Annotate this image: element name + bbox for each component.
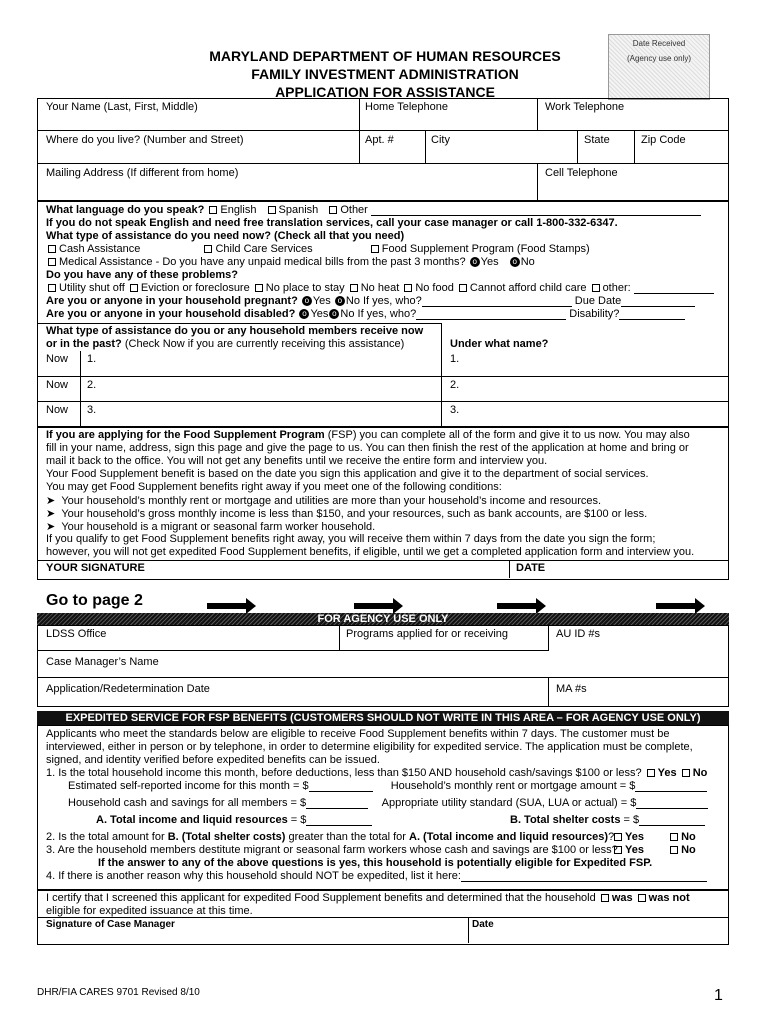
- disabled-no: No: [340, 308, 355, 320]
- pregnant-yes-icon[interactable]: o: [302, 296, 312, 306]
- now-row-2[interactable]: Now: [46, 379, 69, 391]
- language-question: What language do you speak?: [46, 204, 205, 216]
- stamp-line2: (Agency use only): [626, 54, 692, 63]
- exp-intro-1: Applicants who meet the standards below are eligible to receive Food Supplement benefits within 7 days. The customer must be: [46, 728, 670, 740]
- fsp-checkbox[interactable]: [371, 245, 379, 253]
- app-date-field[interactable]: Application/Redetermination Date: [46, 683, 210, 695]
- childcare-afford-label: Cannot afford child care: [469, 282, 587, 294]
- row-2-name: 2.: [450, 379, 460, 391]
- spanish-checkbox[interactable]: [268, 206, 276, 214]
- disabled-no-icon[interactable]: o: [329, 309, 339, 319]
- exp-q4: 4. If there is another reason why this household should NOT be expedited, list it here:: [46, 870, 461, 882]
- pregnant-who-line[interactable]: [422, 306, 572, 307]
- row-3-number: 3.: [87, 404, 97, 416]
- pregnant-question: Are you or anyone in your household pregnant?: [46, 295, 298, 307]
- q2-part-b: B. (Total shelter costs): [167, 831, 286, 843]
- total-a-label: A. Total income and liquid resources: [96, 814, 288, 826]
- no-heat-label: No heat: [360, 282, 400, 294]
- cash-savings-label: Household cash and savings for all members = $: [68, 797, 307, 809]
- arrow-right-icon: [497, 603, 537, 609]
- arrow-right-icon: [354, 603, 394, 609]
- q2-part-c: greater than the total for: [288, 831, 406, 843]
- condition-2: Your household’s gross monthly income is less than $150, and your resources, such as bank accounts, are $100 or less.: [61, 508, 648, 520]
- date-field[interactable]: DATE: [516, 562, 546, 574]
- home-phone-field[interactable]: Home Telephone: [365, 101, 448, 113]
- q3-yes: Yes: [625, 844, 644, 856]
- translation-note: If you do not speak English and need free translation services, call your case manager or call 1-800-332-6347.: [46, 217, 618, 229]
- q2-no: No: [681, 831, 696, 843]
- apt-field[interactable]: Apt. #: [365, 134, 394, 146]
- medical-yes: Yes: [480, 256, 499, 268]
- cash-savings-line[interactable]: [306, 808, 368, 809]
- disabled-who: If yes, who?: [357, 308, 417, 320]
- contact-table: [37, 98, 729, 202]
- utility-label: Utility shut off: [59, 282, 125, 294]
- other-language-label: Other: [340, 204, 368, 216]
- english-label: English: [220, 204, 257, 216]
- childcare-checkbox[interactable]: [204, 245, 212, 253]
- medical-label: Medical Assistance - Do you have any unpaid medical bills from the past 3 months?: [59, 256, 466, 268]
- spanish-label: Spanish: [278, 204, 319, 216]
- no-place-checkbox[interactable]: [255, 284, 263, 292]
- arrow-right-icon: [207, 603, 247, 609]
- row-2-number: 2.: [87, 379, 97, 391]
- row-3-name: 3.: [450, 404, 460, 416]
- page-number: 1: [714, 987, 723, 1004]
- childcare-label: Child Care Services: [215, 243, 313, 255]
- q2-part-a: 2. Is the total amount for: [46, 831, 165, 843]
- mailing-field[interactable]: Mailing Address (If different from home): [46, 167, 239, 179]
- row-1-name: 1.: [450, 353, 460, 365]
- disabled-question: Are you or anyone in your household disabled?: [46, 308, 296, 320]
- case-manager-field[interactable]: Case Manager’s Name: [46, 656, 159, 668]
- q3-yes-checkbox[interactable]: [614, 846, 622, 854]
- pregnant-yes: Yes: [312, 295, 331, 307]
- received-question-2b: or in the past?: [46, 338, 122, 350]
- total-a-eq: = $: [290, 814, 307, 826]
- fsp-label: Food Supplement Program (Food Stamps): [381, 243, 590, 255]
- now-row-3[interactable]: Now: [46, 404, 69, 416]
- stamp-line1: Date Received: [632, 39, 686, 48]
- was-checkbox[interactable]: [601, 894, 609, 902]
- disability-label: Disability?: [569, 308, 620, 320]
- header-line1: MARYLAND DEPARTMENT OF HUMAN RESOURCES: [209, 48, 561, 64]
- est-income-line[interactable]: [309, 791, 373, 792]
- received-question: What type of assistance do you or any household members receive now: [46, 325, 424, 337]
- rent-line[interactable]: [635, 791, 707, 792]
- page-title: APPLICATION FOR ASSISTANCE: [275, 84, 495, 100]
- utility-line[interactable]: [636, 808, 708, 809]
- fsp-line4: Your Food Supplement benefit is based on the date you sign this application and give it to the department of social services.: [46, 468, 649, 480]
- was-not-label: was not: [648, 892, 690, 904]
- pregnant-no-icon[interactable]: o: [335, 296, 345, 306]
- agency-title: FOR AGENCY USE ONLY: [37, 613, 729, 625]
- name-field[interactable]: Your Name (Last, First, Middle): [46, 101, 198, 113]
- yes-radio-icon[interactable]: o: [470, 257, 480, 267]
- was-label: was: [611, 892, 633, 904]
- disabled-yes-icon[interactable]: o: [299, 309, 309, 319]
- header-line2: FAMILY INVESTMENT ADMINISTRATION: [251, 66, 519, 82]
- street-field[interactable]: Where do you live? (Number and Street): [46, 134, 244, 146]
- case-manager-date[interactable]: Date: [472, 919, 494, 930]
- arrow-bullet-icon: ➤: [46, 495, 56, 507]
- other-language-line[interactable]: [371, 215, 701, 216]
- eligible-text: eligible for expedited issuance at this time.: [46, 905, 253, 917]
- row-1-number: 1.: [87, 353, 97, 365]
- disabled-who-line[interactable]: [416, 319, 566, 320]
- q2-yes-checkbox[interactable]: [614, 833, 622, 841]
- city-field[interactable]: City: [431, 134, 450, 146]
- exp-q3: 3. Are the household members destitute migrant or seasonal farm workers whose cash and savings are $100 or less?: [46, 844, 618, 856]
- exp-q1: 1. Is the total household income this month, before deductions, less than $150 AND household cash/savings $100 or less?: [46, 767, 642, 779]
- arrow-right-icon: [656, 603, 696, 609]
- under-name-label: Under what name?: [450, 338, 549, 350]
- rent-label: Household’s monthly rent or mortgage amount = $: [390, 780, 636, 792]
- fsp-line1: (FSP) you can complete all of the form and give it to us now. You may also: [327, 429, 690, 441]
- form-number: DHR/FIA CARES 9701 Revised 8/10: [37, 987, 200, 998]
- exp-intro-2: interviewed, either in person or by telephone, in order to determine eligibility for expedited service. The application must be complete,: [46, 741, 693, 753]
- q1-yes: Yes: [657, 767, 677, 779]
- q2-part-d: A. (Total income and liquid resources): [409, 831, 609, 843]
- other-problem-label: other:: [602, 282, 631, 294]
- arrow-bullet-icon: ➤: [46, 521, 56, 533]
- fsp-line2: fill in your name, address, sign this page and give the page to us. You can then finish the rest of the application at home and bring or: [46, 442, 689, 454]
- cell-phone-field[interactable]: Cell Telephone: [545, 167, 618, 179]
- other-problem-line[interactable]: [634, 293, 714, 294]
- utility-checkbox[interactable]: [48, 284, 56, 292]
- zip-field[interactable]: Zip Code: [641, 134, 686, 146]
- english-checkbox[interactable]: [209, 206, 217, 214]
- q1-yes-checkbox[interactable]: [647, 769, 655, 777]
- childcare-afford-checkbox[interactable]: [459, 284, 467, 292]
- ma-field[interactable]: MA #s: [556, 683, 587, 695]
- medical-checkbox[interactable]: [48, 258, 56, 266]
- disabled-yes: Yes: [310, 308, 329, 320]
- received-question-2: (Check Now if you are currently receiving this assistance): [124, 338, 405, 350]
- no-place-label: No place to stay: [265, 282, 345, 294]
- no-food-label: No food: [415, 282, 454, 294]
- fsp-line6: If you qualify to get Food Supplement benefits right away, you will receive them within 7 days from the date you sign the form;: [46, 533, 656, 545]
- ldss-field[interactable]: LDSS Office: [46, 628, 107, 640]
- cash-label: Cash Assistance: [59, 243, 141, 255]
- expedited-title: EXPEDITED SERVICE FOR FSP BENEFITS (CUSTOMERS SHOULD NOT WRITE IN THIS AREA – FOR AGENCY USE ONLY): [37, 711, 729, 725]
- condition-1: Your household’s monthly rent or mortgage and utilities are more than your household’s income and resources.: [61, 495, 602, 507]
- fsp-bold: If you are applying for the Food Supplement Program: [46, 429, 325, 441]
- no-food-checkbox[interactable]: [404, 284, 412, 292]
- pregnant-no: No: [345, 295, 360, 307]
- assistance-question: What type of assistance do you need now? (Check all that you need): [46, 230, 405, 242]
- total-b-eq: = $: [623, 814, 640, 826]
- au-id-field[interactable]: AU ID #s: [556, 628, 601, 640]
- expedited-note: If the answer to any of the above questions is yes, this household is potentially eligible for Expedited FSP.: [98, 857, 653, 869]
- arrow-bullet-icon: ➤: [46, 508, 56, 520]
- cash-checkbox[interactable]: [48, 245, 56, 253]
- other-language-checkbox[interactable]: [329, 206, 337, 214]
- est-income-label: Estimated self-reported income for this month = $: [68, 780, 309, 792]
- total-b-line[interactable]: [639, 825, 705, 826]
- total-a-line[interactable]: [306, 825, 372, 826]
- q2-yes: Yes: [625, 831, 644, 843]
- condition-3: Your household is a migrant or seasonal farm worker household.: [61, 521, 376, 533]
- now-row-1[interactable]: Now: [46, 353, 69, 365]
- eviction-label: Eviction or foreclosure: [140, 282, 250, 294]
- q4-line[interactable]: [461, 881, 707, 882]
- due-date-label: Due Date: [574, 295, 622, 307]
- total-b-label: B. Total shelter costs: [510, 814, 621, 826]
- pregnant-who: If yes, who?: [363, 295, 422, 307]
- go-to-page-2[interactable]: Go to page 2: [46, 592, 143, 609]
- utility-label: Appropriate utility standard (SUA, LUA or actual) = $: [381, 797, 637, 809]
- case-manager-signature[interactable]: Signature of Case Manager: [46, 919, 175, 930]
- no-radio-icon[interactable]: o: [510, 257, 520, 267]
- no-heat-checkbox[interactable]: [350, 284, 358, 292]
- signature-field[interactable]: YOUR SIGNATURE: [46, 562, 145, 574]
- due-date-line[interactable]: [621, 306, 695, 307]
- work-phone-field[interactable]: Work Telephone: [545, 101, 625, 113]
- q1-no: No: [692, 767, 708, 779]
- fsp-line5: You may get Food Supplement benefits right away if you meet one of the following conditions:: [46, 481, 502, 493]
- fsp-line3: mail it back to the office. You will not get any benefits until we receive the entire form and interview you.: [46, 455, 548, 467]
- eviction-checkbox[interactable]: [130, 284, 138, 292]
- q3-no-checkbox[interactable]: [670, 846, 678, 854]
- state-field[interactable]: State: [584, 134, 610, 146]
- was-not-checkbox[interactable]: [638, 894, 646, 902]
- fsp-line7: however, you will not get expedited Food Supplement benefits, if eligible, until we get a completed application form and interview you.: [46, 546, 695, 558]
- other-problem-checkbox[interactable]: [592, 284, 600, 292]
- certify-text: I certify that I screened this applicant for expedited Food Supplement benefits and determined that the household: [46, 892, 596, 904]
- q3-no: No: [681, 844, 696, 856]
- programs-field[interactable]: Programs applied for or receiving: [346, 628, 509, 640]
- problems-question: Do you have any of these problems?: [46, 269, 238, 281]
- medical-no: No: [520, 256, 535, 268]
- q2-no-checkbox[interactable]: [670, 833, 678, 841]
- exp-intro-3: signed, and identity verified before expedited benefits can be issued.: [46, 754, 380, 766]
- q1-no-checkbox[interactable]: [682, 769, 690, 777]
- disability-line[interactable]: [619, 319, 685, 320]
